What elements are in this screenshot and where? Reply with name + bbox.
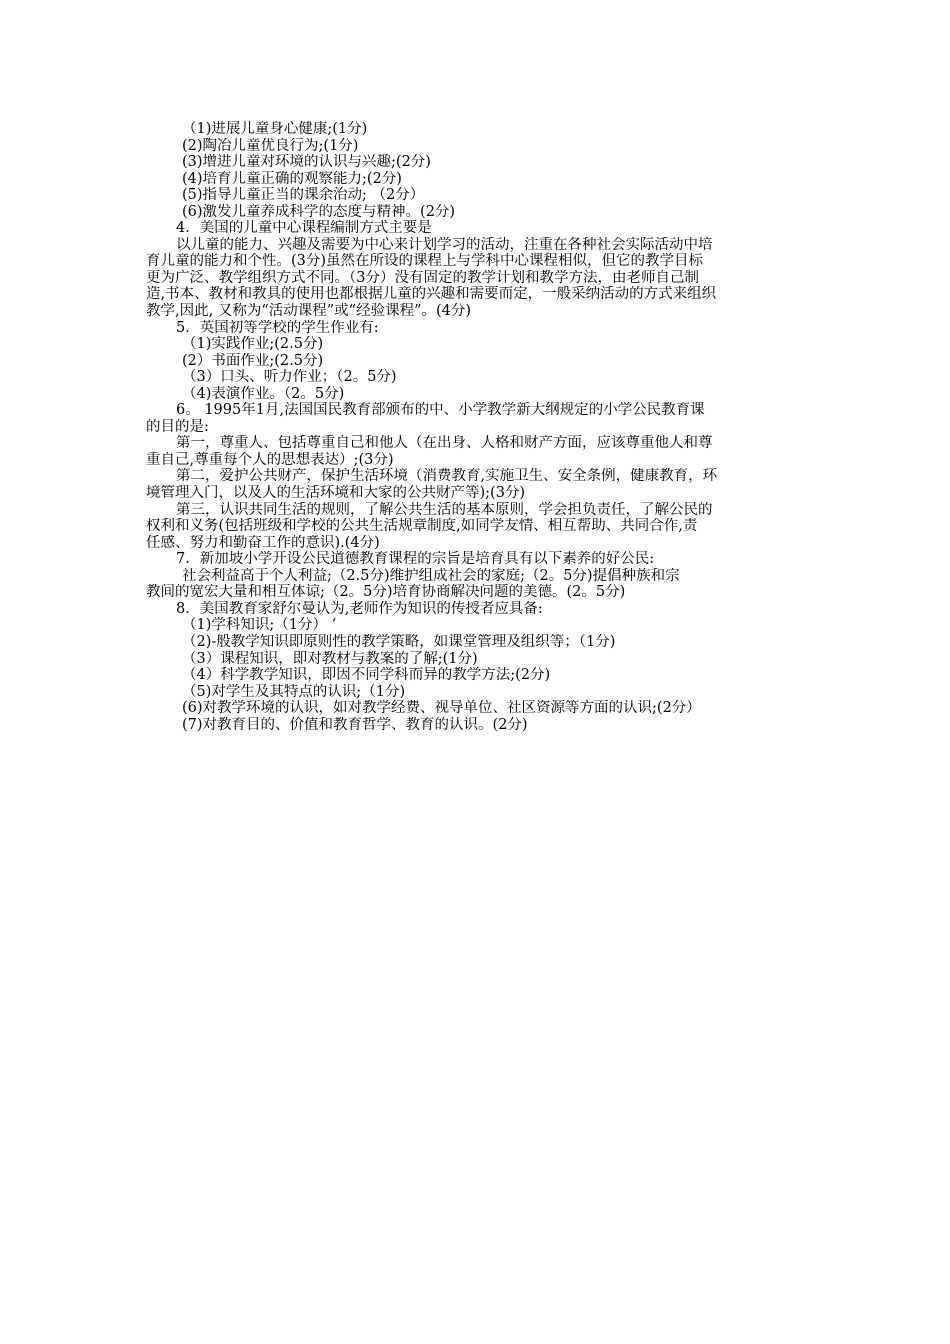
text-line: （5)对学生及其特点的认识;（1分) (182, 683, 406, 700)
text-line: 育儿童的能力和个性。(3分)虽然在所设的课程上与学科中心课程相似，但它的教学目标 (146, 253, 704, 270)
text-line: 教间的宽宏大量和相互体谅;（2。5分)培育协商解决问题的美德。(2。5分) (146, 584, 626, 601)
text-line: (4)培育儿童正确的观察能力;(2分) (182, 170, 402, 187)
text-line: 5．英国初等学校的学生作业有: (176, 319, 379, 336)
text-line: 造,书本、教材和教具的使用也都根据儿童的兴趣和需要而定，一般采纳活动的方式来组织 (146, 286, 717, 303)
text-line: 8．美国教育家舒尔曼认为,老师作为知识的传授者应具备: (176, 600, 543, 617)
text-line: （2)-般教学知识即原则性的教学策略，如课堂管理及组织等；（1分) (182, 633, 616, 650)
text-line: （4）科学教学知识，即因不同学科而异的教学方法;(2分) (182, 667, 551, 684)
text-line: (6)激发儿童养成科学的态度与精神。(2分) (182, 203, 456, 220)
text-line: (2)陶冶儿童优良行为;(1分) (182, 137, 359, 154)
text-line: 教学,因此, 又称为“活动课程”或“经验课程”。(4分) (146, 303, 472, 320)
text-line: (5)指导儿童正当的课余治动; （2分） (182, 187, 425, 204)
text-line: (7)对教育目的、价值和教育哲学、教育的认识。(2分) (182, 716, 528, 733)
text-line: 社会利益高于个人利益;（2.5分)维护组成社会的家庭;（2。5分)提倡种族和宗 (182, 567, 680, 584)
text-line: 第二，爱护公共财产，保护生活环境（消费教育,实施卫生、安全条例，健康教育，环 (176, 468, 718, 485)
text-line: （1)进展儿童身心健康;(1分) (182, 121, 368, 137)
text-line: (2）书面作业;(2.5分) (182, 352, 324, 369)
text-line: （3）口头、听力作业；（2。5分) (182, 369, 397, 386)
text-line: （1)实践作业;(2.5分) (182, 336, 324, 353)
text-line: （3）课程知识，即对教材与教案的了解;(1分) (182, 650, 478, 667)
text-line: 7．新加坡小学开设公民道德教育课程的宗旨是培育具有以下素养的好公民: (176, 551, 655, 568)
text-line: 6。 1995年1月,法国国民教育部颁布的中、小学教学新大纲规定的小学公民教育课 (176, 402, 705, 419)
text-line: 境管理入门，以及人的生活环境和大家的公共财产等);(3分) (146, 485, 526, 502)
text-line: (6)对教学环境的认识，如对教学经费、视导单位、社区资源等方面的认识;(2分） (182, 700, 701, 717)
text-line: （4)表演作业。（2。5分) (182, 385, 345, 402)
text-line: 4．美国的儿童中心课程编制方式主要是 (176, 220, 432, 237)
text-line: 权利和义务(包括班级和学校的公共生活规章制度,如同学友情、相互帮助、共同合作,责 (146, 518, 698, 535)
text-line: 更为广泛、教学组织方式不同。（3分）没有固定的教学计划和教学方法，由老师自己制 (146, 269, 699, 286)
text-line: （1)学科知识;（1分） ‘ (182, 617, 337, 634)
text-line: 第三，认识共同生活的规则，了解公共生活的基本原则，学会担负责任，了解公民的 (176, 501, 713, 518)
text-line: 的目的是: (146, 418, 209, 435)
document-body (146, 121, 806, 733)
text-line: 第一，尊重人、包括尊重自己和他人（在出身、人格和财产方面，应该尊重他人和尊 (176, 435, 713, 452)
text-line: (3)增进儿童对环境的认识与兴趣;(2分) (182, 154, 431, 171)
text-line: 以儿童的能力、兴趣及需要为中心来计划学习的活动，注重在各种社会实际活动中培 (176, 236, 713, 253)
text-line: 任感、努力和勤奋工作的意识).(4分) (146, 534, 380, 551)
text-line: 重自己,尊重每个人的思想表达）;(3分) (146, 451, 394, 468)
